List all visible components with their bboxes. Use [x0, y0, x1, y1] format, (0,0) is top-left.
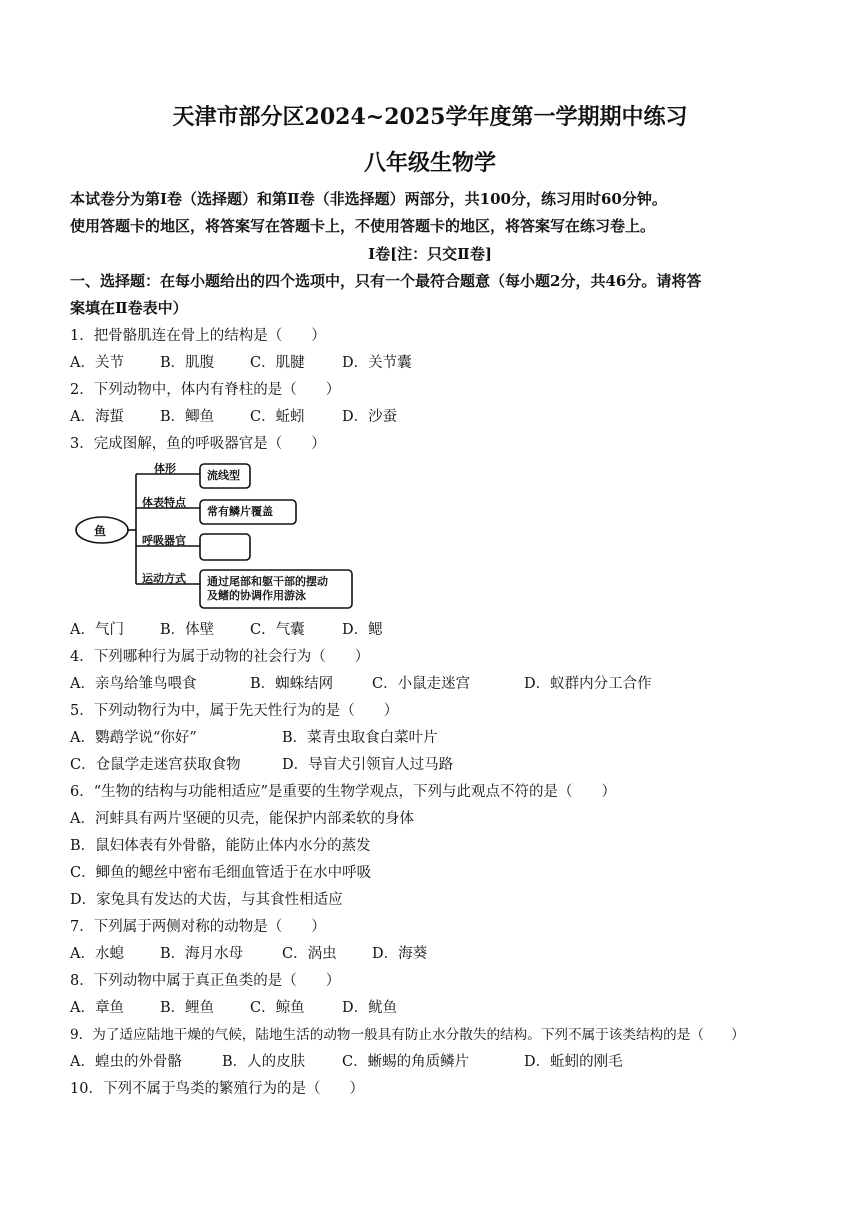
intro-line-2: 使用答题卡的地区，将答案写在答题卡上，不使用答题卡的地区，将答案写在练习卷上。 [70, 217, 656, 235]
option-c: C．蚯蚓 [250, 409, 305, 425]
option-b: B．肌腹 [160, 355, 215, 371]
question-4-stem: 4．下列哪种行为属于动物的社会行为（ ） [70, 649, 370, 665]
option-b: B．鲤鱼 [160, 1000, 215, 1016]
option-c: C．仓鼠学走迷宫获取食物 [70, 757, 241, 773]
option-a: A．关节 [70, 355, 124, 371]
question-8-stem: 8．下列动物中属于真正鱼类的是（ ） [70, 973, 341, 989]
question-1-stem: 1．把骨骼肌连在骨上的结构是（ ） [70, 328, 326, 344]
option-a: A．水螅 [70, 946, 124, 962]
option-b: B．鲫鱼 [160, 409, 215, 425]
option-c: C．气囊 [250, 622, 305, 638]
question-10-stem: 10．下列不属于鸟类的繁殖行为的是（ ） [70, 1081, 364, 1097]
option-d: D．海葵 [372, 946, 428, 962]
option-c: C．涡虫 [282, 946, 337, 962]
option-b: B．体壁 [160, 622, 215, 638]
option-d: D．导盲犬引领盲人过马路 [282, 757, 454, 773]
option-b: B．人的皮肤 [222, 1054, 306, 1070]
question-3-stem: 3．完成图解，鱼的呼吸器官是（ ） [70, 436, 326, 452]
option-d: D．家兔具有发达的犬齿，与其食性相适应 [70, 892, 343, 908]
option-b: B．海月水母 [160, 946, 244, 962]
option-a: A．鹦鹉学说“你好” [70, 730, 197, 746]
diagram-label-body-shape: 体形 [154, 462, 176, 475]
section-heading-line-2: 案填在Ⅱ卷表中） [70, 299, 188, 317]
option-a: A．气门 [70, 622, 124, 638]
volume-note: Ⅰ卷[注：只交Ⅱ卷] [368, 245, 492, 263]
question-6-stem: 6．“生物的结构与功能相适应”是重要的生物学观点，下列与此观点不符的是（ ） [70, 784, 617, 800]
fish-concept-diagram [70, 460, 370, 612]
option-c: C．小鼠走迷宫 [372, 676, 471, 692]
option-d: D．鳃 [342, 622, 383, 638]
option-d: D．关节囊 [342, 355, 412, 371]
exam-title: 天津市部分区2024~2025学年度第一学期期中练习 [172, 104, 688, 130]
option-b: B．菜青虫取食白菜叶片 [282, 730, 438, 746]
diagram-label-movement: 运动方式 [142, 572, 186, 585]
diagram-box-scales: 常有鳞片覆盖 [207, 505, 273, 518]
question-7-stem: 7．下列属于两侧对称的动物是（ ） [70, 919, 326, 935]
option-d: D．鱿鱼 [342, 1000, 398, 1016]
box-respiratory-blank [200, 534, 250, 560]
option-d: D．蚁群内分工合作 [524, 676, 652, 692]
option-d: D．蚯蚓的刚毛 [524, 1054, 623, 1070]
exam-subject: 八年级生物学 [363, 150, 496, 176]
question-5-stem: 5．下列动物行为中，属于先天性行为的是（ ） [70, 703, 399, 719]
option-c: C．肌腱 [250, 355, 305, 371]
option-c: C．蜥蜴的角质鳞片 [342, 1054, 470, 1070]
option-d: D．沙蚕 [342, 409, 398, 425]
option-c: C．鲫鱼的鳃丝中密布毛细血管适于在水中呼吸 [70, 865, 372, 881]
option-b: B．蜘蛛结网 [250, 676, 334, 692]
option-a: A．章鱼 [70, 1000, 124, 1016]
question-2-stem: 2．下列动物中，体内有脊柱的是（ ） [70, 382, 341, 398]
diagram-box-streamlined: 流线型 [207, 469, 240, 482]
section-heading-line-1: 一、选择题：在每小题给出的四个选项中，只有一个最符合题意（每小题2分，共46分。请将答 [70, 272, 702, 290]
diagram-label-surface: 体表特点 [142, 496, 186, 509]
option-a: A．亲鸟给雏鸟喂食 [70, 676, 197, 692]
diagram-box-movement-line-2: 及鳍的协调作用游泳 [207, 589, 306, 602]
option-a: A．河蚌具有两片坚硬的贝壳，能保护内部柔软的身体 [70, 811, 414, 827]
option-a: A．蝗虫的外骨骼 [70, 1054, 182, 1070]
diagram-center-label: 鱼 [94, 524, 107, 538]
diagram-box-movement-line-1: 通过尾部和躯干部的摆动 [207, 575, 328, 588]
option-c: C．鲸鱼 [250, 1000, 305, 1016]
diagram-label-respiratory: 呼吸器官 [142, 534, 186, 547]
question-9-stem: 9．为了适应陆地干燥的气候，陆地生活的动物一般具有防止水分散失的结构。下列不属于该类结构的是（ ） [70, 1027, 745, 1043]
intro-line-1: 本试卷分为第Ⅰ卷（选择题）和第Ⅱ卷（非选择题）两部分，共100分，练习用时60分钟。 [70, 190, 667, 208]
option-b: B．鼠妇体表有外骨骼，能防止体内水分的蒸发 [70, 838, 371, 854]
option-a: A．海蜇 [70, 409, 124, 425]
